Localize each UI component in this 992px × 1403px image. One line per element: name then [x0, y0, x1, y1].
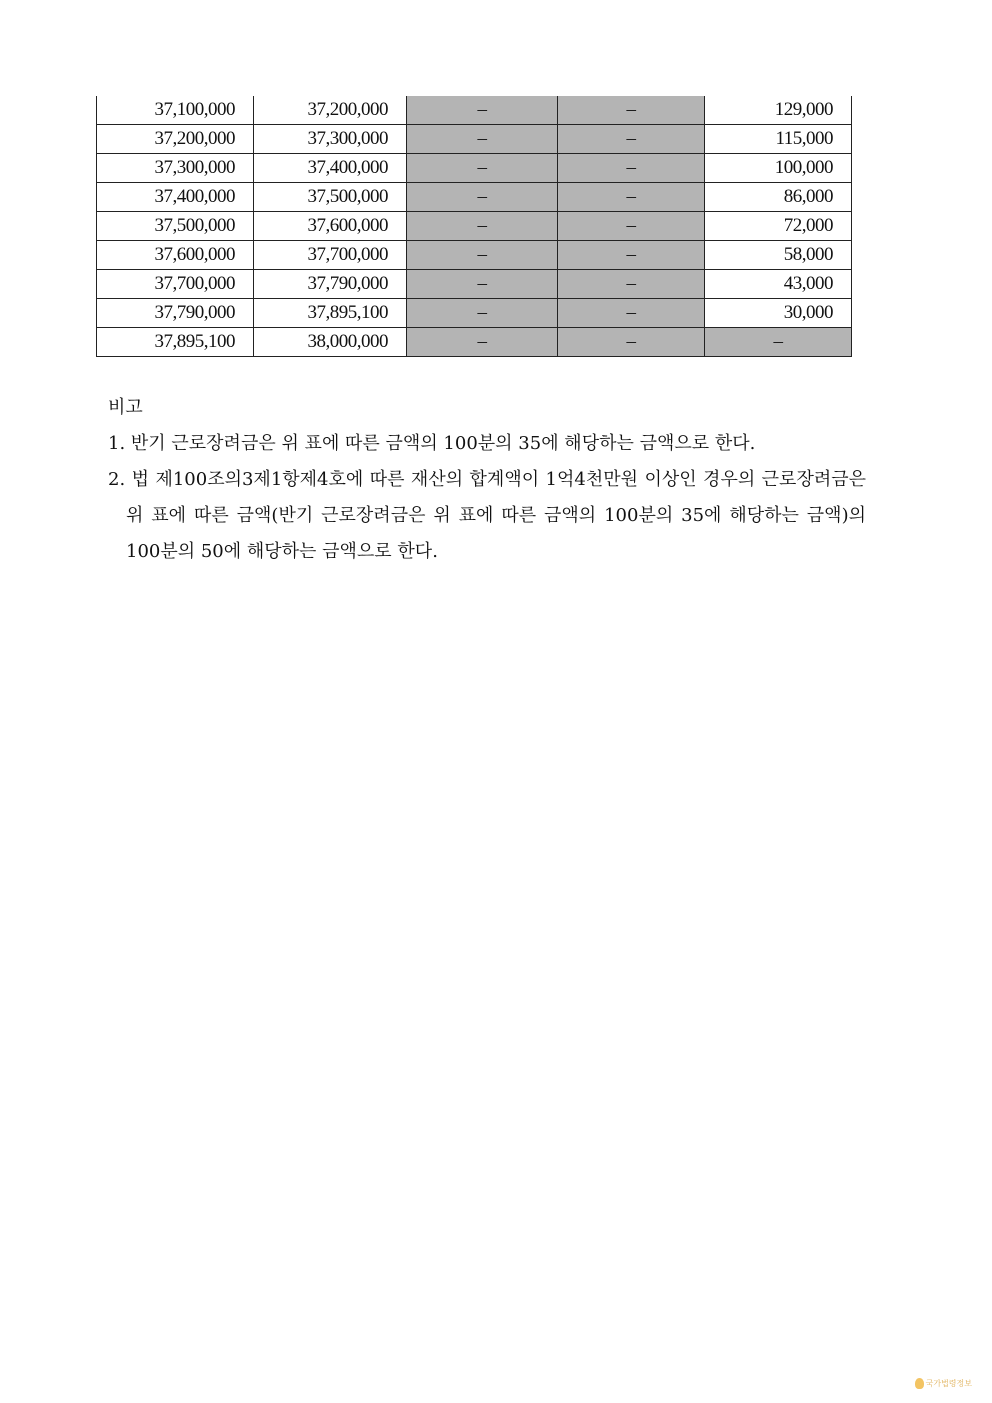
remark-item-2: 2. 법 제100조의3제1항제4호에 따른 재산의 합계액이 1억4천만원 이상인 경우의 근로장려금은 위 표에 따른 금액(반기 근로장려금은 위 표에 따른 금액의 100분의 35에 해당하는 금액)의 100분의 50에 해당하는 금액으로 한다.	[108, 469, 866, 562]
table-cell: –	[407, 241, 558, 270]
table-row	[97, 125, 852, 154]
table-cell: –	[558, 183, 705, 212]
table-cell: 100,000	[705, 154, 852, 183]
table-cell: 37,790,000	[97, 299, 254, 328]
table-cell: 58,000	[705, 241, 852, 270]
table-cell: –	[407, 154, 558, 183]
table-cell: –	[705, 328, 852, 357]
table-row	[97, 212, 852, 241]
table-cell: 37,200,000	[254, 96, 407, 125]
table-cell: 37,500,000	[254, 183, 407, 212]
table-cell: 37,700,000	[97, 270, 254, 299]
table-cell: –	[407, 183, 558, 212]
table-cell: –	[558, 241, 705, 270]
table-cell: 37,300,000	[254, 125, 407, 154]
remarks-section	[108, 390, 868, 570]
table-cell: –	[558, 299, 705, 328]
table-row	[97, 328, 852, 357]
table-cell: –	[558, 212, 705, 241]
table-cell: 30,000	[705, 299, 852, 328]
table-row	[97, 299, 852, 328]
table-cell: –	[407, 125, 558, 154]
table-cell: 37,400,000	[254, 154, 407, 183]
table-cell: 37,100,000	[97, 96, 254, 125]
amount-table-body	[97, 96, 852, 357]
table-cell: –	[407, 96, 558, 125]
table-row	[97, 154, 852, 183]
table-cell: 37,895,100	[97, 328, 254, 357]
table-cell: 37,400,000	[97, 183, 254, 212]
table-cell: –	[407, 212, 558, 241]
table-cell: –	[407, 270, 558, 299]
table-cell: 38,000,000	[254, 328, 407, 357]
table-cell: 37,895,100	[254, 299, 407, 328]
table-cell: –	[558, 328, 705, 357]
remark-item-1: 1. 반기 근로장려금은 위 표에 따른 금액의 100분의 35에 해당하는 금액으로 한다.	[108, 433, 756, 454]
table-cell: 129,000	[705, 96, 852, 125]
table-cell: –	[558, 270, 705, 299]
table-cell: 37,790,000	[254, 270, 407, 299]
remarks-title: 비고	[108, 397, 143, 418]
table-row	[97, 270, 852, 299]
table-cell: –	[558, 125, 705, 154]
table-cell: 86,000	[705, 183, 852, 212]
table-cell: 43,000	[705, 270, 852, 299]
table-cell: –	[407, 299, 558, 328]
watermark	[915, 1378, 972, 1389]
table-row	[97, 241, 852, 270]
table-cell: –	[407, 328, 558, 357]
watermark-text: 국가법령정보	[925, 1379, 972, 1388]
table-cell: 37,300,000	[97, 154, 254, 183]
table-cell: 37,500,000	[97, 212, 254, 241]
lightbulb-icon	[915, 1378, 924, 1389]
table-cell: 37,700,000	[254, 241, 407, 270]
table-row	[97, 183, 852, 212]
table-row	[97, 96, 852, 125]
table-cell: 37,600,000	[97, 241, 254, 270]
amount-table	[96, 96, 852, 357]
table-cell: –	[558, 96, 705, 125]
table-cell: 37,200,000	[97, 125, 254, 154]
table-cell: 72,000	[705, 212, 852, 241]
table-cell: 115,000	[705, 125, 852, 154]
table-cell: –	[558, 154, 705, 183]
table-cell: 37,600,000	[254, 212, 407, 241]
